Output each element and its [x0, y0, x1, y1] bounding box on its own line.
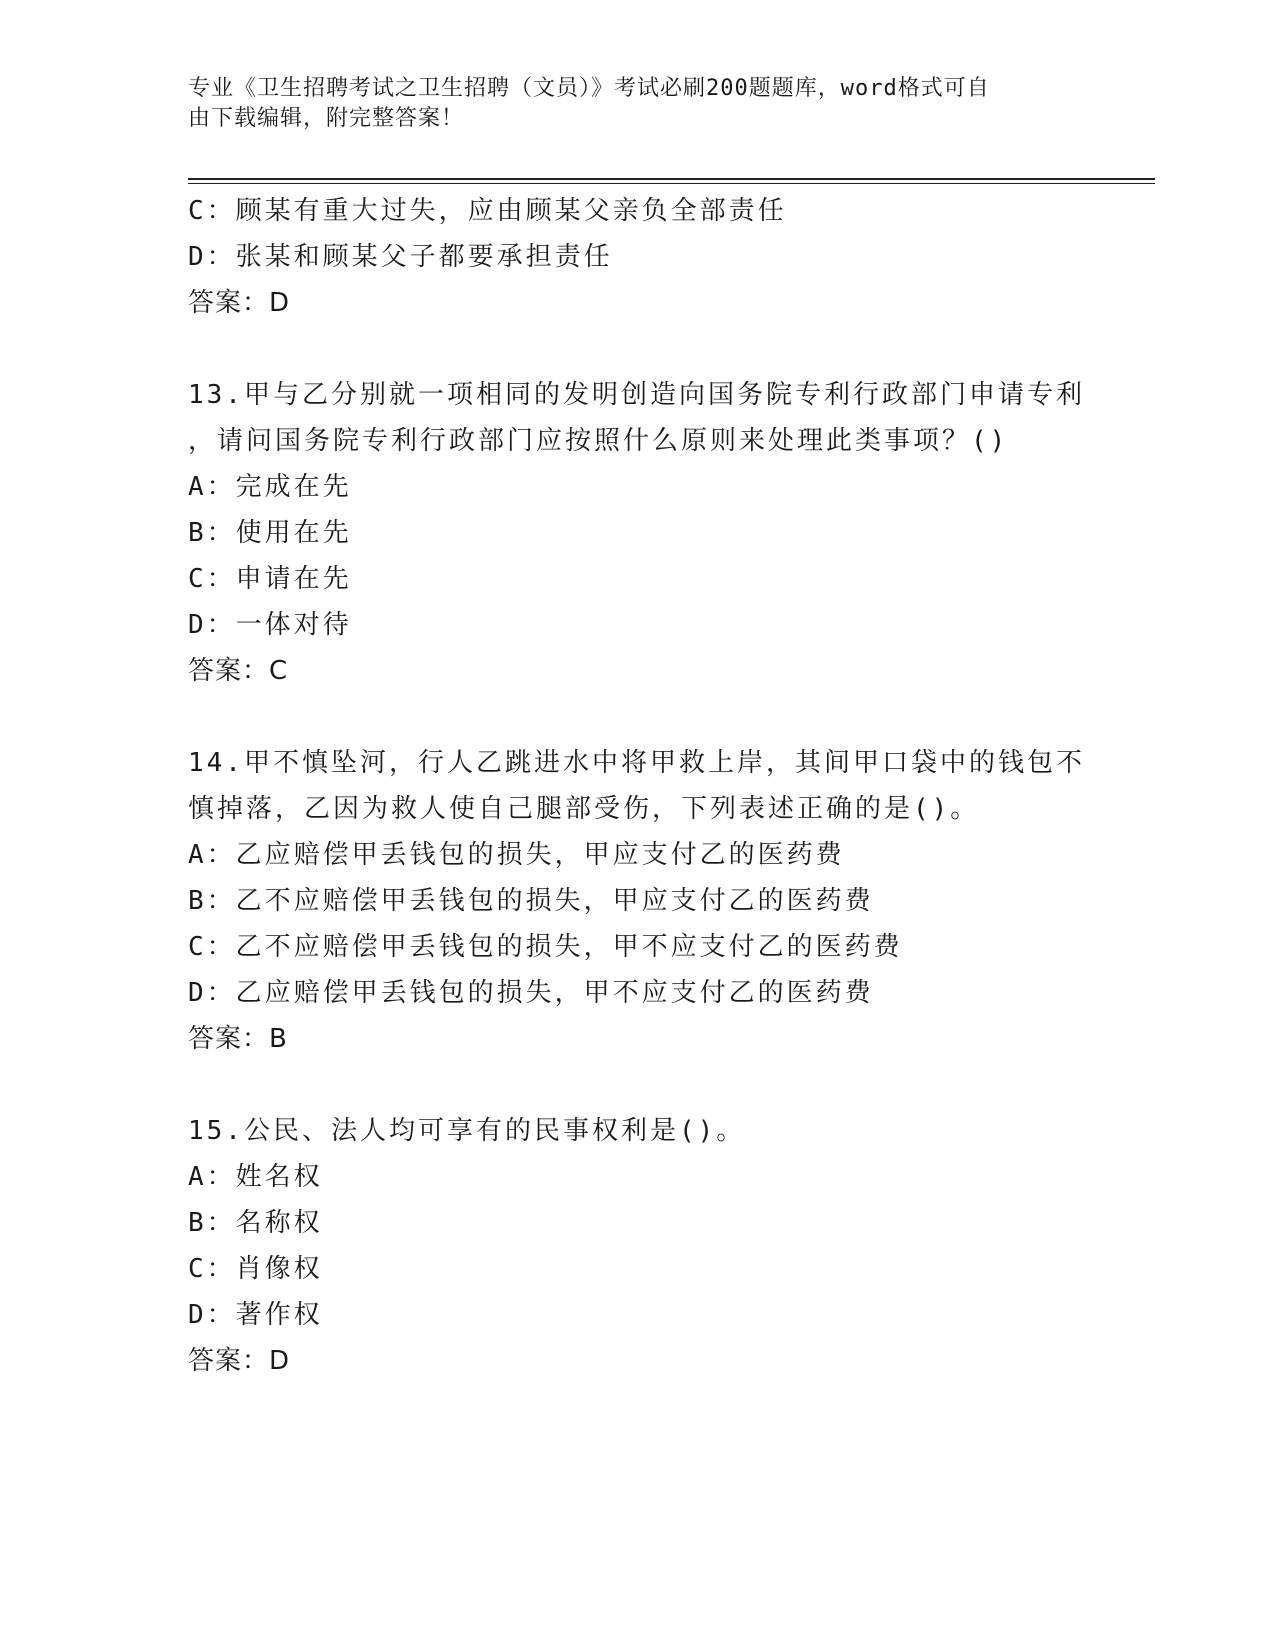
option-d: D：一体对待 — [188, 610, 352, 640]
question-text-line: ，请问国务院专利行政部门应按照什么原则来处理此类事项？() — [188, 426, 1009, 456]
document-header — [188, 74, 1088, 134]
header-divider-thick — [188, 178, 1155, 180]
option-d: D：著作权 — [188, 1300, 323, 1330]
question-text-line: 13.甲与乙分别就一项相同的发明创造向国务院专利行政部门申请专利 — [188, 380, 1085, 410]
option-c: C：申请在先 — [188, 564, 352, 594]
spacer — [188, 1062, 1128, 1108]
answer-line: 答案：B — [188, 1024, 288, 1054]
option-a: A：姓名权 — [188, 1162, 323, 1192]
header-divider-thin — [188, 183, 1155, 184]
option-a: A：完成在先 — [188, 472, 352, 502]
continued-question — [188, 188, 1128, 326]
question-15 — [188, 1108, 1128, 1384]
answer-line: 答案：D — [188, 1346, 291, 1376]
option-c: C：乙不应赔偿甲丢钱包的损失，甲不应支付乙的医药费 — [188, 932, 903, 962]
option-d: D：乙应赔偿甲丢钱包的损失，甲不应支付乙的医药费 — [188, 978, 874, 1008]
question-text-line: 15.公民、法人均可享有的民事权利是()。 — [188, 1116, 746, 1146]
option-d: D：张某和顾某父子都要承担责任 — [188, 242, 613, 272]
option-b: B：乙不应赔偿甲丢钱包的损失，甲应支付乙的医药费 — [188, 886, 874, 916]
option-b: B：名称权 — [188, 1208, 323, 1238]
spacer — [188, 326, 1128, 372]
question-text-line: 慎掉落，乙因为救人使自己腿部受伤，下列表述正确的是()。 — [188, 794, 980, 824]
document-body — [188, 188, 1128, 1384]
answer-line: 答案：C — [188, 656, 289, 686]
option-c: C：顾某有重大过失，应由顾某父亲负全部责任 — [188, 196, 787, 226]
option-c: C：肖像权 — [188, 1254, 323, 1284]
question-text-line: 14.甲不慎坠河，行人乙跳进水中将甲救上岸，其间甲口袋中的钱包不 — [188, 748, 1085, 778]
spacer — [188, 694, 1128, 740]
option-b: B：使用在先 — [188, 518, 352, 548]
header-line-1: 专业《卫生招聘考试之卫生招聘（文员）》考试必刷200题题库，word格式可自 — [188, 76, 990, 101]
answer-line: 答案：D — [188, 288, 291, 318]
option-a: A：乙应赔偿甲丢钱包的损失，甲应支付乙的医药费 — [188, 840, 845, 870]
header-line-2: 由下载编辑，附完整答案！ — [188, 106, 465, 131]
question-13 — [188, 372, 1128, 694]
question-14 — [188, 740, 1128, 1062]
